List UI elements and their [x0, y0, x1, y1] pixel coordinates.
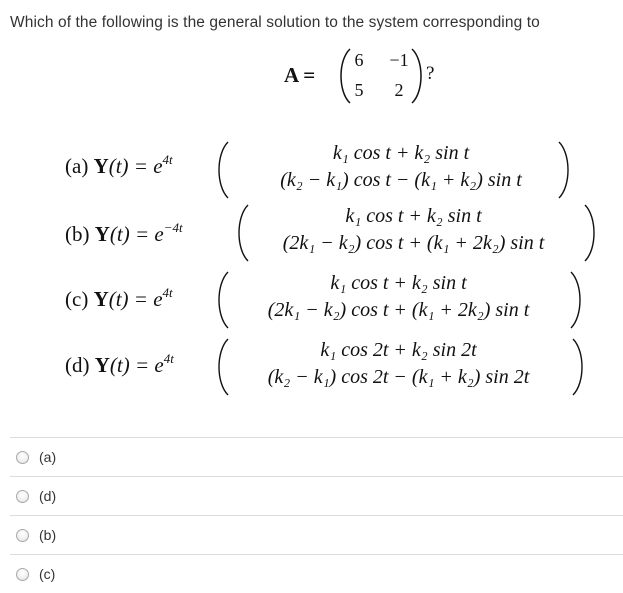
matrix-cell: −1	[389, 50, 409, 70]
radio-button[interactable]	[16, 568, 29, 581]
option-left-paren	[233, 203, 251, 263]
option-a-equation	[0, 140, 623, 200]
choice-label: (c)	[39, 566, 56, 582]
matrix-cell: 2	[394, 80, 404, 100]
option-y: Y	[93, 154, 109, 178]
choice-label: (a)	[39, 449, 57, 465]
option-lhs	[65, 152, 173, 179]
option-row-2: (k₂ − k₁) cos 2t − (k₁ + k₂) sin 2t	[267, 366, 530, 388]
option-lhs	[65, 351, 174, 378]
radio-button[interactable]	[16, 529, 29, 542]
option-y: Y	[94, 353, 110, 377]
option-row-1: k₁ cos 2t + k₂ sin 2t	[320, 339, 477, 361]
option-label: (d)	[65, 353, 90, 377]
option-label: (b)	[65, 222, 90, 246]
matrix-question-mark: ?	[426, 63, 435, 84]
option-row-1: k₁ cos t + k₂ sin t	[332, 142, 470, 164]
option-y: Y	[94, 222, 110, 246]
option-exponent: −4t	[163, 220, 183, 235]
option-row-2: (k₂ − k₁) cos t − (k₁ + k₂) sin t	[280, 169, 522, 191]
option-right-paren	[582, 203, 600, 263]
choice-label: (b)	[39, 527, 57, 543]
choice-a[interactable]	[10, 437, 623, 476]
matrix-right-paren	[408, 46, 428, 106]
option-label: (a)	[65, 154, 89, 178]
matrix-cell: 6	[354, 50, 364, 70]
choice-b[interactable]	[10, 515, 623, 554]
option-row-2: (2k₁ − k₂) cos t + (k₁ + 2k₂) sin t	[282, 232, 545, 254]
option-lhs	[65, 285, 173, 312]
radio-button[interactable]	[16, 490, 29, 503]
option-row-1: k₁ cos t + k₂ sin t	[345, 205, 482, 227]
option-lhs-mid: (t) = e	[108, 154, 163, 178]
matrix-cell: 5	[354, 80, 364, 100]
option-right-paren	[556, 140, 574, 200]
option-lhs	[65, 220, 183, 247]
option-left-paren	[213, 140, 231, 200]
option-row-2: (2k₁ − k₂) cos t + (k₁ + 2k₂) sin t	[267, 299, 530, 321]
option-right-paren	[570, 337, 588, 397]
option-exponent: 4t	[163, 351, 174, 366]
option-lhs-mid: (t) = e	[109, 353, 164, 377]
option-exponent: 4t	[162, 152, 173, 167]
option-exponent: 4t	[162, 285, 173, 300]
question-text: Which of the following is the general solution to the system corresponding to	[10, 14, 540, 31]
option-left-paren	[213, 337, 231, 397]
option-d-equation	[0, 337, 623, 397]
option-row-1: k₁ cos t + k₂ sin t	[330, 272, 467, 294]
option-b-equation	[0, 203, 623, 263]
matrix-label: A =	[284, 63, 316, 87]
choice-c[interactable]	[10, 554, 623, 593]
radio-button[interactable]	[16, 451, 29, 464]
option-c-equation	[0, 270, 623, 330]
option-right-paren	[568, 270, 586, 330]
option-y: Y	[93, 287, 109, 311]
answer-choices	[10, 437, 623, 593]
option-lhs-mid: (t) = e	[109, 222, 164, 246]
option-label: (c)	[65, 287, 89, 311]
option-left-paren	[213, 270, 231, 330]
choice-d[interactable]	[10, 476, 623, 515]
option-lhs-mid: (t) = e	[108, 287, 163, 311]
choice-label: (d)	[39, 488, 57, 504]
